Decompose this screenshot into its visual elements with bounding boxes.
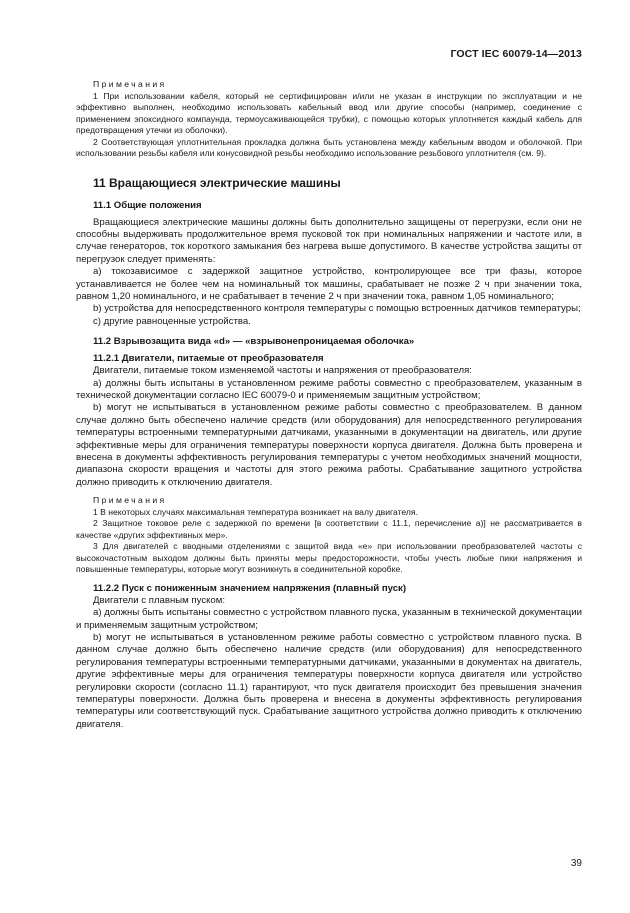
note-item: 3 Для двигателей с вводными отделениями с защитой вида «е» при использовании преобразователей частоты с высокочастотным выходом должны быть приняты меры предосторожности, чтобы учесть любые пики напряжения и повышенные температуры, которые могут возникнуть в соединительной коробке. [76, 541, 582, 575]
notes-heading: Примечания [93, 495, 167, 506]
list-item: а) должны быть испытаны в установленном режиме работы совместно с преобразователем, указанным в технической документации согласно IEC 60079-0 и применяемым защитным устройством; [76, 377, 582, 401]
subsection-heading: 11.2.1 Двигатели, питаемые от преобразователя [93, 353, 324, 365]
note-item: 1 При использовании кабеля, который не сертифицирован и/или не указан в инструкции по эксплуатации и не эффективно выполнен, необходимо использовать кабельный ввод или другие способы (например, соединение с применением эпоксидного компаунда, термоусаживающейся трубки), с помощью которых уплотняется каждый кабель для предотвращения утечки из оболочки). [76, 90, 582, 135]
page-content [76, 79, 582, 731]
page-number: 39 [570, 858, 582, 869]
list-item: b) могут не испытываться в установленном режиме работы совместно с преобразователем. В данном случае должно быть обеспечено наличие средств (или оборудования) для непосредственного регулирования температуры встроенными температурными датчиками, указанными в документации на двигатель, или другие эффективные меры для ограничения температуры поверхности корпуса двигателя. Должна быть проверена и внесена в документы эффективность регулирования температуры с учетом необходимых значений мощности, диапазона скорости вращения и частоты для этого режима работы. Срабатывание защитного устройства должно приводить к отключению двигателя. [76, 402, 582, 488]
note-item: 2 Защитное токовое реле с задержкой по времени [в соответствии с 11.1, перечисление а)] не рассматривается в качестве «других эффективных мер». [76, 518, 582, 540]
list-item: с) другие равноценные устройства. [93, 315, 251, 327]
paragraph: Двигатели, питаемые током изменяемой частоты и напряжения от преобразователя: [93, 365, 472, 377]
subsection-heading: 11.2 Взрывозащита вида «d» — «взрывонепроницаемая оболочка» [93, 336, 415, 348]
paragraph: Вращающиеся электрические машины должны быть дополнительно защищены от перегрузки, если они не способны выдерживать продолжительное время пусковой ток при номинальных напряжении и частоте или, в случае генераторов, ток короткого замыкания без нагрева выше допустимого. В качестве устройства защиты от перегрузок следует применять: [76, 216, 582, 265]
list-item: а) должны быть испытаны совместно с устройством плавного пуска, указанным в технической документации и применяемым защитным устройством; [76, 607, 582, 631]
note-item: 1 В некоторых случаях максимальная температура возникает на валу двигателя. [93, 506, 418, 517]
list-item: b) могут не испытываться в установленном режиме работы совместно с устройством плавного пуска. В данном случае должно быть обеспечено наличие средств (или оборудования) для непосредственного регулирования температуры встроенными температурными датчиками, указанными в документах на двигатель, другие эффективные меры для ограничения температуры поверхности корпуса двигателя или устройство регулировки скорости (согласно 11.1) гарантируют, что пуск двигателя происходит без превышения значения температуры поверхности. Должна быть проверена и внесена в документы эффективность регулирования температуры или соответствующий пуск. Срабатывание защитного устройства должно приводить к отключению двигателя. [76, 631, 582, 730]
subsection-heading: 11.2.2 Пуск с пониженным значением напряжения (плавный пуск) [93, 582, 407, 594]
note-item: 2 Соответствующая уплотнительная прокладка должна быть установлена между кабельным вводом и оболочкой. При использовании резьбы кабеля или конусовидной резьбы необходимо использование резьбового уплотнителя (см. 9). [76, 136, 582, 158]
section-heading: 11 Вращающиеся электрические машины [93, 175, 341, 190]
notes-heading: Примечания [93, 79, 167, 89]
document-code: ГОСТ IEC 60079-14—2013 [450, 48, 582, 60]
list-item: а) токозависимое с задержкой защитное устройство, контролирующее все три фазы, которое устанавливается не более чем на номинальный ток машины, срабатывает не позже 2 ч при значении тока, равном 1,20 номинального, и не срабатывает в течение 2 ч при значении тока, равном 1,05 номинального; [76, 266, 582, 302]
list-item: b) устройства для непосредственного контроля температуры с помощью встроенных датчиков температуры; [93, 303, 581, 315]
subsection-heading: 11.1 Общие положения [93, 199, 202, 211]
paragraph: Двигатели с плавным пуском: [93, 594, 226, 606]
